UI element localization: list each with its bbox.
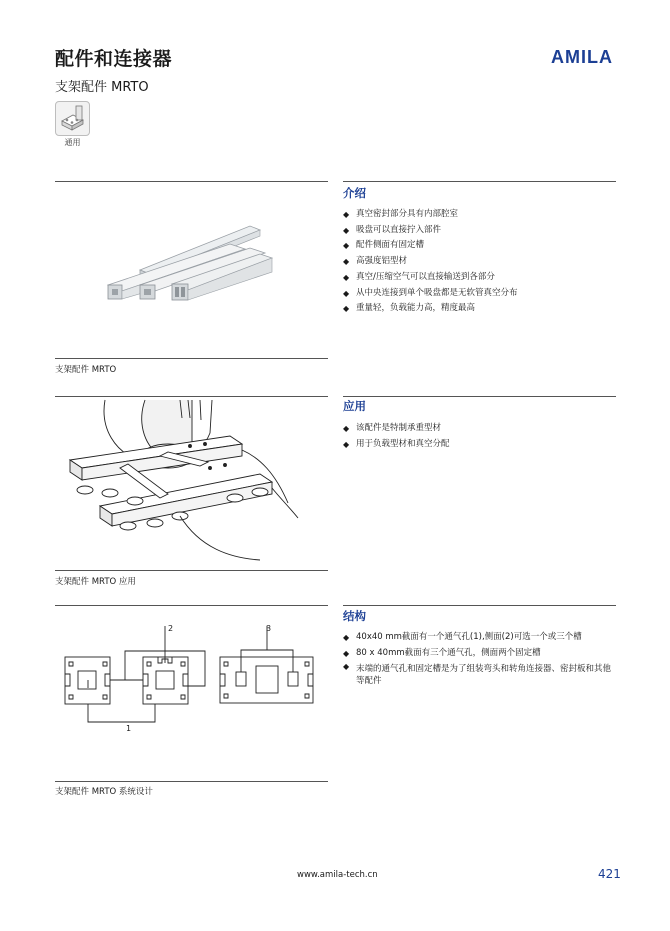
section-divider (343, 605, 616, 606)
list-item: ◆ 配件侧面有固定槽 (343, 238, 618, 254)
list-item: ◆ 从中央连接到单个吸盘都是无软管真空分布 (343, 286, 618, 302)
footer-url[interactable]: www.amila-tech.cn (297, 870, 378, 880)
callout-label-3: 3 (266, 624, 272, 633)
list-item: ◆ 40x40 mm截面有一个通气孔(1),侧面(2)可选一个或三个槽 (343, 630, 618, 646)
page-subtitle: 支架配件 MRTO (55, 80, 149, 95)
section-divider (55, 181, 328, 182)
caption-divider (55, 570, 328, 571)
list-item: ◆ 高强度铝型材 (343, 254, 618, 270)
section-divider (55, 605, 328, 606)
figure-caption: 支架配件 MRTO (55, 365, 117, 375)
general-use-icon (55, 101, 90, 136)
list-item: ◆ 80 x 40mm截面有三个通气孔，侧面两个固定槽 (343, 646, 618, 662)
list-item: ◆ 重量轻，负载能力高，精度最高 (343, 301, 618, 317)
list-item: ◆ 用于负载型材和真空分配 (343, 437, 618, 453)
section-heading-structure: 结构 (343, 609, 366, 623)
figure-caption: 支架配件 MRTO 系统设计 (55, 787, 153, 797)
section-heading-application: 应用 (343, 399, 366, 413)
caption-divider (55, 781, 328, 782)
category-label: 通用 (64, 138, 81, 147)
section-divider (55, 396, 328, 397)
list-item: ◆ 该配件是特制承重型材 (343, 421, 618, 437)
list-item: ◆ 吸盘可以直接拧入部件 (343, 223, 618, 239)
intro-bullet-list (343, 207, 618, 317)
brand-logo: AMILA (551, 47, 613, 67)
page-number: 421 (598, 867, 621, 881)
section-divider (343, 181, 616, 182)
callout-label-1: 1 (126, 724, 132, 733)
list-item: ◆ 真空密封部分具有内部腔室 (343, 207, 618, 223)
section-divider (343, 396, 616, 397)
page-title: 配件和连接器 (55, 48, 173, 70)
list-item: ◆ 末端的通气孔和固定槽是为了组装弯头和转角连接器、密封板和其他等配件 (343, 661, 618, 687)
application-drawing (60, 398, 300, 566)
section-heading-intro: 介绍 (343, 186, 366, 200)
profile-photo (100, 218, 275, 308)
application-bullet-list (343, 421, 618, 452)
caption-divider (55, 358, 328, 359)
cross-section-diagram (60, 622, 320, 737)
figure-caption: 支架配件 MRTO 应用 (55, 577, 136, 587)
list-item: ◆ 真空/压缩空气可以直接输送到各部分 (343, 270, 618, 286)
structure-bullet-list (343, 630, 618, 687)
callout-label-2: 2 (168, 624, 174, 633)
